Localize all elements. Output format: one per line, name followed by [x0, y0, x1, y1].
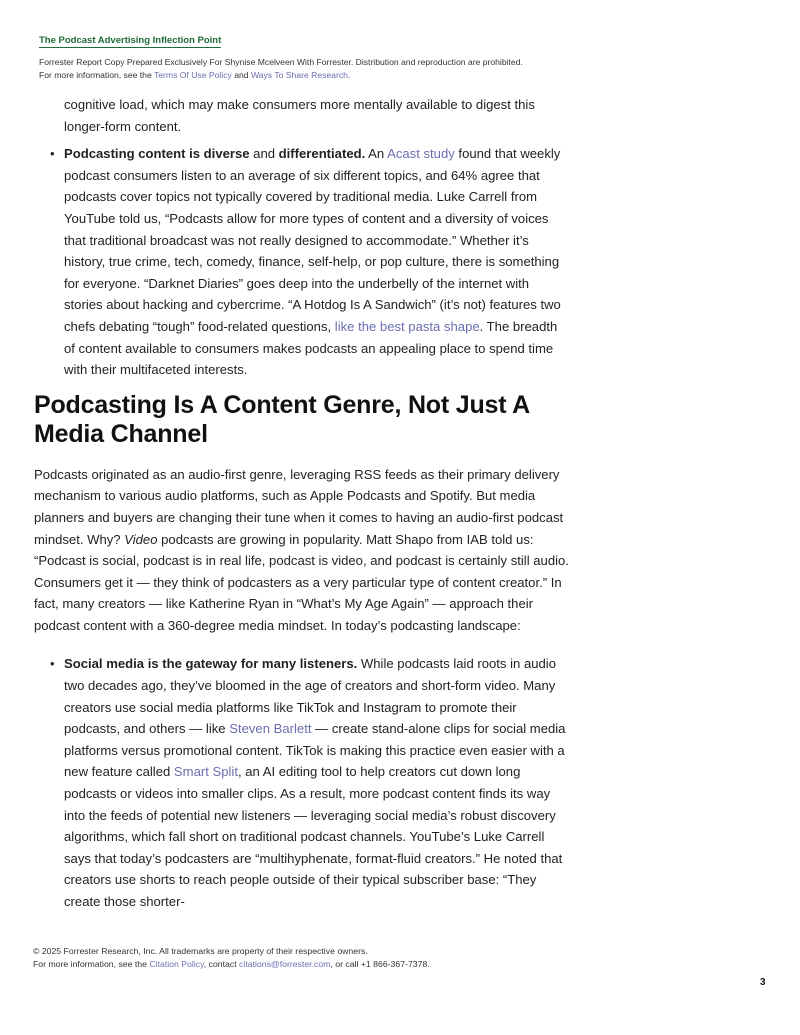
bullet2-bold: Social media is the gateway for many listeners.	[64, 656, 358, 672]
ways-to-share-link[interactable]: Ways To Share Research	[250, 70, 348, 80]
intro-italic: Video	[124, 531, 158, 547]
header-info-suffix: .	[347, 70, 351, 80]
citations-email-link[interactable]: citations@forrester.com	[239, 959, 331, 969]
bullet1-text-1: An	[365, 146, 388, 162]
footer-info-prefix: For more information, see the	[33, 959, 150, 969]
footer-info-line	[33, 958, 773, 971]
footer-suffix: , or call +1 866-367-7378.	[330, 959, 430, 969]
copy-notice: Forrester Report Copy Prepared Exclusively For Shynise Mcelveen With Forrester. Distribution and reproduction are prohibited.	[39, 57, 523, 67]
header-info-prefix: For more information, see the	[39, 70, 154, 80]
report-title: The Podcast Advertising Inflection Point	[39, 35, 222, 46]
bullet1-and: and	[249, 146, 279, 162]
bullet-content-diverse	[34, 143, 569, 381]
bullet1-bold-b: differentiated.	[278, 146, 366, 162]
section-intro-paragraph	[34, 464, 569, 637]
bullet1-text-2: found that weekly podcast consumers listen to an average of six different topics, and 64% agree that podcasts cover topics not typically covered by traditional media. Luke Carrell from YouTube told us, “Podcasts allow for more types of content and a diversity of voices that traditional broadcast was not really designed to accommodate.” Whether it’s history, true crime, tech, comedy, finance, self-help, or pop culture, there is something for everyone. “Darknet Diaries” goes deep into the underbelly of the internet with stories about hacking and cybercrime. “A Hotdog Is A Sandwich” (it’s not) features two chefs debating “tough” food-related questions,	[64, 146, 561, 334]
smart-split-link[interactable]: Smart Split	[173, 764, 238, 780]
bullet2-text-3: , an AI editing tool to help creators cut down long podcasts or videos into smaller clips. As a result, more podcast content finds its way into the feeds of potential new listeners — leveraging social media’s robust discovery algorithms, which fall short on traditional podcast channels. YouTube’s Luke Carrell says that today’s podcasters are “multihyphenate, format-fluid creators.” He noted that creators use shorts to reach people outside of their typical subscriber base: “They create those shorter-	[64, 764, 563, 909]
acast-study-link[interactable]: Acast study	[387, 146, 455, 162]
terms-of-use-link[interactable]: Terms Of Use Policy	[153, 70, 232, 80]
copyright-notice: © 2025 Forrester Research, Inc. All trademarks are property of their respective owners.	[33, 946, 368, 956]
bullet2-text-1: While podcasts laid roots in audio two decades ago, they’ve bloomed in the age of creators and short-form video. Many creators use social media platforms like TikTok and Instagram to promote their podcasts, and others — like	[64, 656, 556, 737]
page-number: 3	[760, 977, 766, 988]
main-content	[34, 94, 569, 913]
bullet-social-media	[34, 653, 569, 912]
header-info-and: and	[231, 70, 251, 80]
citation-policy-link[interactable]: Citation Policy	[149, 959, 204, 969]
continuation-paragraph: cognitive load, which may make consumers more mentally available to digest this longer-form content.	[64, 97, 535, 134]
intro-text-1: Podcasts originated as an audio-first genre, leveraging RSS feeds as their primary delivery mechanism to various audio platforms, such as Apple Podcasts and Spotify. But media planners and buyers are changing their tune when it comes to having an audio-first podcast mindset. Why?	[34, 466, 564, 547]
pasta-shape-link[interactable]: like the best pasta shape	[334, 318, 480, 334]
header-info-line	[39, 69, 759, 82]
page-header	[39, 30, 759, 82]
page-footer	[33, 945, 773, 971]
bullet-list-1	[34, 143, 569, 381]
section-heading: Podcasting Is A Content Genre, Not Just A Media Channel	[34, 390, 530, 448]
intro-text-2: podcasts are growing in popularity. Matt Shapo from IAB told us: “Podcast is social, podcast is in real life, podcast is video, and podcast is certainly still audio. Consumers get it — they think of podcasters as a very particular type of content creator.” In fact, many creators — like Katherine Ryan in “What’s My Age Again” — approach their podcast content with a 360-degree media mindset. In today’s podcasting landscape:	[34, 531, 569, 633]
steven-barlett-link[interactable]: Steven Barlett	[229, 721, 312, 737]
bullet1-bold-a: Podcasting content is diverse	[64, 146, 250, 162]
bullet2-text-2: — create stand-alone clips for social media platforms versus promotional content. TikTok is making this practice even easier with a new feature called	[64, 721, 566, 780]
bullet1-text-3: . The breadth of content available to consumers makes podcasts an appealing place to spend time with their multifaceted interests.	[64, 318, 558, 378]
bullet-list-2	[34, 653, 569, 912]
footer-contact: , contact	[203, 959, 240, 969]
